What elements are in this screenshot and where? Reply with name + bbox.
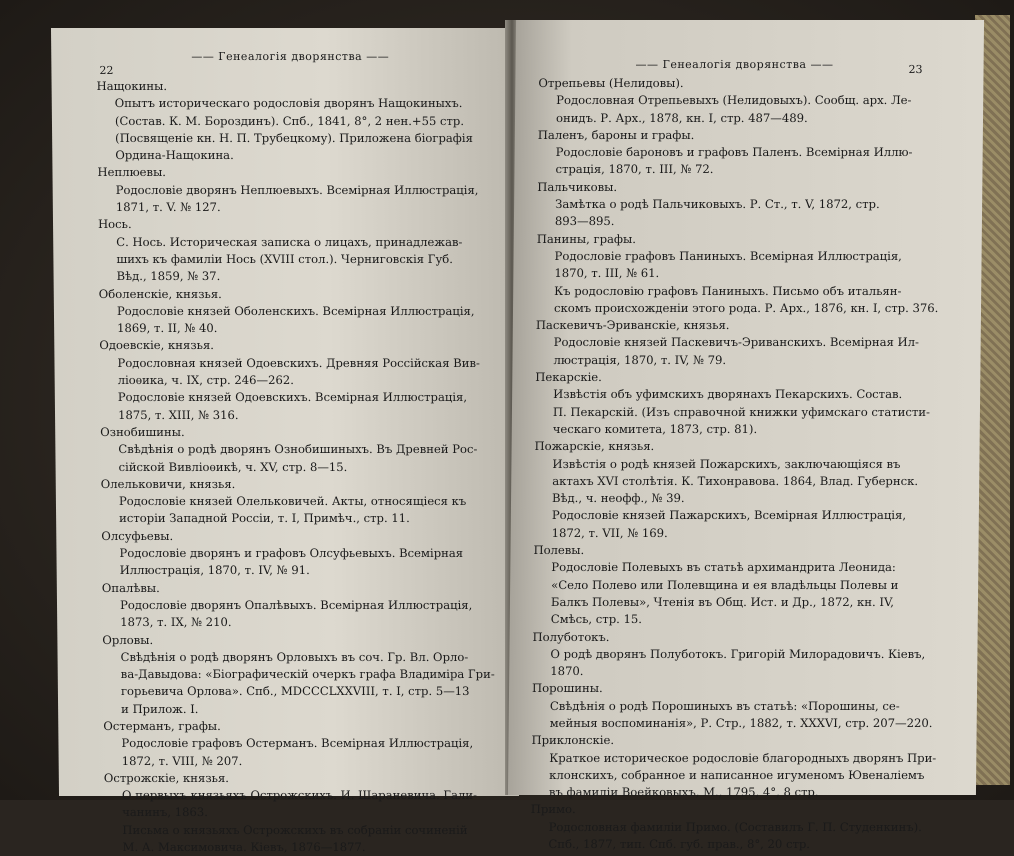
entry-heading: Орловы. — [102, 632, 154, 647]
entry-heading: Полуботокъ. — [532, 629, 610, 644]
right-page-number: 23 — [908, 63, 923, 76]
entry-text-line: Родословная фамиліи Примо. (Составилъ Г. П. Студенкинъ). — [548, 819, 922, 834]
entry-text-line: и Прилож. I. — [121, 701, 199, 716]
entry-text-line: чанинъ, 1863. — [122, 805, 208, 820]
entry-text-line: онидъ. Р. Арх., 1878, кн. I, стр. 487—489. — [555, 110, 808, 125]
entry-heading: Опалѣвы. — [101, 580, 160, 595]
entry-text-line: Вѣд., 1859, № 37. — [116, 269, 221, 284]
entry-text-line: 1870, т. III, № 61. — [554, 266, 660, 281]
entry-text-line: Родословіе графовъ Паниныхъ. Всемірная Иллюстрація, — [554, 248, 902, 263]
entry-text-line: ческаго комитета, 1873, стр. 81). — [552, 421, 758, 436]
entry-text-line: Свѣдѣнія о родѣ Порошиныхъ въ статьѣ: «Порошины, се- — [549, 698, 900, 713]
entry-text-line: Родословіе дворянъ и графовъ Олсуфьевыхъ. Всемірная — [119, 546, 464, 561]
left-page-number: 22 — [99, 64, 114, 77]
entry-heading: Олсуфьевы. — [101, 528, 174, 543]
entry-text-line: Родословіе князей Олельковичей. Акты, относящіеся къ — [118, 494, 467, 509]
entry-text-line: Вѣд., ч. неофф., № 39. — [551, 491, 685, 506]
entry-text-line: страція, 1870, т. III, № 72. — [555, 162, 714, 177]
entry-text-line: Письма о князьяхъ Острожскихъ въ собраніи сочиненій — [122, 822, 468, 837]
entry-text-line: въ фамиліи Воейковыхъ, М., 1795, 4°, 8 стр. — [548, 785, 819, 800]
entry-text-line: Краткое историческое родословіе благородныхъ дворянъ При- — [549, 750, 937, 765]
entry-text-line: горьевича Орлова». Спб., MDCCCLXXVIII, т. I, стр. 5—13 — [120, 684, 470, 699]
entry-text-line: клонскихъ, собранное и написанное игуменомъ Ювеналіемъ — [549, 767, 925, 782]
entry-text-line: Родословіе графовъ Остерманъ. Всемірная Иллюстрація, — [121, 736, 474, 751]
entry-heading: Панины, графы. — [536, 231, 637, 246]
entry-text-line: (Посвященіе кн. Н. П. Трубецкому). Приложена біографія — [115, 130, 473, 145]
entry-text-line: Замѣтка о родѣ Пальчиковыхъ. Р. Ст., т. V, 1872, стр. — [555, 197, 880, 212]
left-page — [51, 28, 519, 855]
entry-text-line: С. Нось. Историческая записка о лицахъ, принадлежав- — [116, 234, 463, 249]
entry-text-line: 1871, т. V. № 127. — [115, 200, 221, 215]
entry-text-line: 1870. — [550, 664, 584, 679]
entry-heading: Острожскіе, князья. — [103, 770, 229, 785]
entry-heading: Паскевичъ-Эриванскіе, князья. — [535, 318, 730, 333]
entry-text-line: Свѣдѣнія о родѣ дворянъ Орловыхъ въ соч. Гр. Вл. Орло- — [120, 649, 469, 664]
entry-text-line: Къ родословію графовъ Паниныхъ. Письмо объ итальян- — [554, 283, 902, 298]
entry-text-line: «Село Полево или Полевщина и ея владѣльцы Полевы и — [551, 577, 899, 592]
entry-text-line: шихъ къ фамиліи Нось (XVIII стол.). Черниговскія Губ. — [116, 251, 453, 266]
entry-heading: Ознобишины. — [100, 424, 185, 439]
entry-text-line: Родословіе князей Одоевскихъ. Всемірная Иллюстрація, — [117, 390, 468, 405]
entry-text-line: Родословная Отрепьевыхъ (Нелидовыхъ). Сообщ. арх. Ле- — [556, 93, 912, 108]
entry-text-line: Родословіе Полевыхъ въ статьѣ архимандрита Леонида: — [551, 560, 896, 575]
entry-text-line: актахъ XVI столѣтія. К. Тихонравова. 1864, Влад. Губернск. — [552, 473, 919, 488]
entry-text-line: Балкъ Полевы», Чтенія въ Общ. Ист. и Др., 1872, кн. IV, — [550, 594, 895, 609]
entry-text-line: Извѣстія объ уфимскихъ дворянахъ Пекарскихъ. Состав. — [553, 387, 903, 402]
entry-text-line: Спб., 1877, тип. Спб. губ. прав., 8°, 20 стр. — [548, 837, 811, 852]
entry-heading: Нащокины. — [96, 79, 168, 93]
entry-text-line: Родословіе князей Паскевичъ-Эриванскихъ. Всемірная Ил- — [553, 335, 919, 350]
entry-text-line: М. А. Максимовича. Кіевъ, 1876—1877. — [122, 840, 366, 855]
entry-text-line: ва-Давыдова: «Біографическій очеркъ графа Владиміра Гри- — [120, 667, 495, 682]
entry-text-line: люстрація, 1870, т. IV, № 79. — [553, 352, 727, 367]
right-running-head: —— Генеалогія дворянства —— — [635, 58, 834, 71]
entry-heading: Пальчиковы. — [537, 179, 618, 194]
entry-heading: Нось. — [97, 217, 132, 232]
entry-text-line: Иллюстрація, 1870, т. IV, № 91. — [119, 563, 310, 578]
entry-text-line: 1872, т. VIII, № 207. — [121, 753, 243, 768]
entry-heading: Полевы. — [533, 543, 585, 558]
entry-text-line: О родѣ дворянъ Полуботокъ. Григорій Милорадовичъ. Кіевъ, — [550, 646, 926, 661]
entry-heading: Отрепьевы (Нелидовы). — [538, 76, 684, 90]
entry-heading: Неплюевы. — [97, 165, 167, 180]
entry-text-line: сійской Вивліоѳикѣ, ч. XV, стр. 8—15. — [118, 459, 348, 474]
entry-text-line: мейныя воспоминанія», Р. Стр., 1882, т. XXXVI, стр. 207—220. — [549, 715, 933, 730]
entry-text-line: 1872, т. VII, № 169. — [551, 525, 668, 540]
entry-heading: Пожарскіе, князья. — [534, 439, 655, 454]
entry-text-line: Родословіе дворянъ Неплюевыхъ. Всемірная Иллюстрація, — [115, 182, 479, 197]
entry-text-line: Опытъ историческаго родословія дворянъ Нащокиныхъ. — [114, 96, 463, 111]
entry-heading: Остерманъ, графы. — [103, 718, 221, 733]
entry-text-line: Родословіе бароновъ и графовъ Паленъ. Всемірная Иллю- — [555, 145, 913, 160]
entry-text-line: скомъ происхожденіи этого рода. Р. Арх., 1876, кн. I, стр. 376. — [553, 300, 939, 315]
entry-text-line: Родословіе князей Пажарскихъ, Всемірная Иллюстрація, — [551, 508, 907, 523]
entry-heading: Паленъ, бароны и графы. — [537, 127, 695, 142]
entry-text-line: О первыхъ князьяхъ Острожскихъ. И. Шараневича. Гали- — [121, 788, 478, 803]
entry-text-line: Родословіе князей Оболенскихъ. Всемірная Иллюстрація, — [116, 303, 475, 318]
entry-heading: Порошины. — [531, 681, 603, 696]
entry-text-line: Родословная князей Одоевскихъ. Древняя Россійская Вив- — [117, 355, 480, 370]
left-page-content — [97, 78, 520, 856]
entry-text-line: ліоѳика, ч. IX, стр. 246—262. — [117, 373, 294, 388]
entry-text-line: 1873, т. IX, № 210. — [120, 615, 232, 630]
entry-text-line: (Состав. К. М. Бороздинъ). Спб., 1841, 8°, 2 нен.+55 стр. — [114, 113, 465, 128]
entry-text-line: П. Пекарскій. (Изъ справочной книжки уфимскаго статисти- — [552, 404, 931, 419]
entry-text-line: исторіи Западной Россіи, т. I, Примѣч., стр. 11. — [119, 511, 410, 526]
entry-heading: Приклонскіе. — [531, 733, 615, 748]
entry-heading: Пекарскіе. — [535, 370, 602, 385]
entry-text-line: 1875, т. XIII, № 316. — [117, 407, 239, 422]
entry-heading: Оболенскіе, князья. — [98, 286, 222, 301]
left-running-head: —— Генеалогія дворянства —— — [191, 50, 390, 63]
right-page — [508, 20, 984, 852]
entry-text-line: 893—895. — [554, 214, 615, 229]
entry-heading: Примо. — [530, 802, 576, 817]
entry-text-line: Свѣдѣнія о родѣ дворянъ Ознобишиныхъ. Въ Древней Рос- — [118, 442, 478, 457]
entry-text-line: Родословіе дворянъ Опалѣвыхъ. Всемірная Иллюстрація, — [119, 597, 473, 612]
entry-heading: Одоевскіе, князья. — [99, 338, 215, 353]
entry-heading: Олельковичи, князья. — [100, 476, 236, 491]
entry-text-line: Ордина-Нащокина. — [115, 148, 234, 163]
entry-text-line: Извѣстія о родѣ князей Пожарскихъ, заключающіяся въ — [552, 456, 901, 471]
entry-text-line: Смѣсь, стр. 15. — [550, 612, 643, 627]
right-page-content — [530, 75, 958, 853]
entry-text-line: 1869, т. II, № 40. — [117, 321, 218, 336]
